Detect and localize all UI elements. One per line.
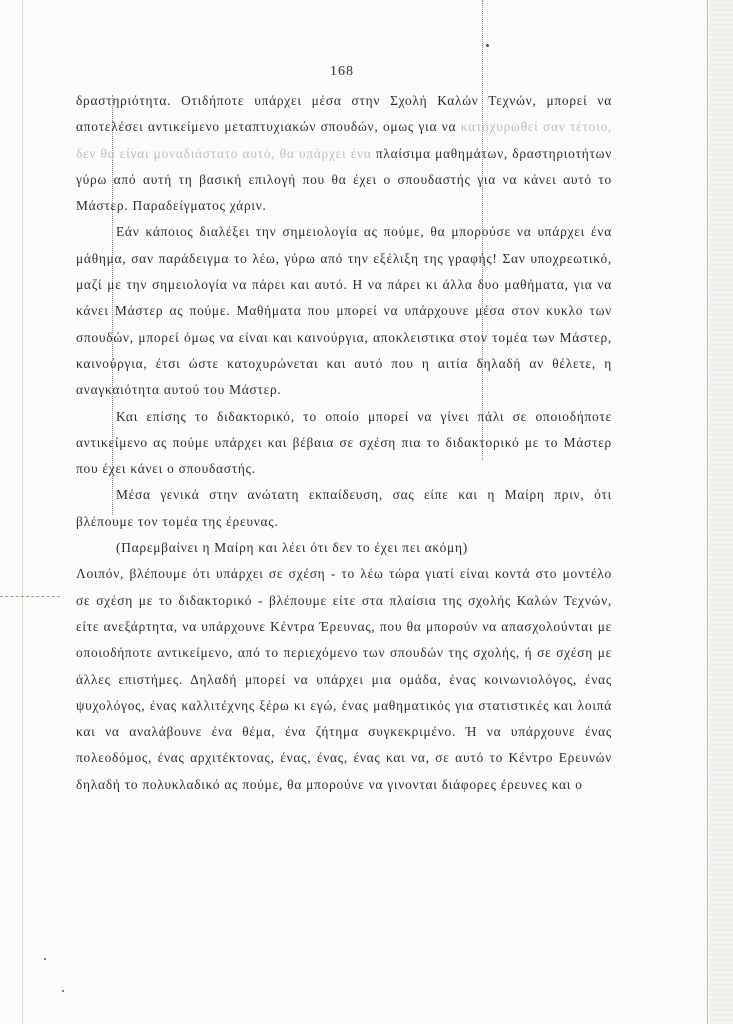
paragraph-p5	[76, 535, 612, 561]
faded-text-segment: κατοχυρωθεί σαν τέτοιο, δεν θα είναι μοναδιάστατο αυτό, θα υπάρχει ένα	[76, 119, 612, 161]
scan-speck	[44, 958, 46, 960]
paragraph-p6	[76, 561, 612, 798]
body-text	[76, 88, 612, 798]
text-segment: Λοιπόν, βλέπουμε ότι υπάρχει σε σχέση - το λέω τώρα γιατί είναι κοντά στο μοντέλο σε σχέση με το διδακτορικό - βλέπουμε είτε στα πλαίσια της σχολής Καλών Τεχνών, είτε ανεξάρτητα, να υπάρχουνε Κέντρα Έρευνας, που θα μπορούν να απασχολούνται με οποιοδήποτε αντικείμενο, από το περιεχόμενο των σπουδών της σχολής, ή σε σχέση με άλλες επιστήμες. Δηλαδή μπορεί να υπάρχει μια ομάδα, ένας κοινωνιολόγος, ένας ψυχολόγος, ένας καλλιτέχνης ξέρω κι εγώ, ένας μαθηματικός για στατιστικές και λοιπά και να αναλάβουνε ένα θέμα, ένα ζήτημα συγκεκριμένο. Ή να υπάρχουνε ένας πολεοδόμος, ένας αρχιτέκτονας, ένας, ένας, ένας και να, σε αυτό το Κέντρο Ερευνών δηλαδή το πολυκλαδικό ας πούμε, θα μπορούνε να γινονται διάφορες έρευνες και ο	[76, 566, 612, 792]
scan-speck	[62, 990, 64, 992]
scan-speck	[486, 44, 489, 47]
margin-dash-mark	[0, 596, 60, 597]
text-segment: Εάν κάποιος διαλέξει την σημειολογία ας πούμε, θα μπορούσε να υπάρχει ένα μάθημα, σαν παράδειγμα το λέω, γύρω από την εξέλιξη της γραφής! Σαν υποχρεωτικό, μαζί με την σημειολογία να πάρει και αυτό. Η να πάρει κι άλλα δυο μαθήματα, για να κάνει Μάστερ ας πούμε. Μαθήματα που μπορεί να υπάρχουνε μέσα στον κυκλο των σπουδών, μπορεί όμως να είναι και καινούργια, αποκλειστικα στον τομέα των Μάστερ, καινούργια, έτσι ώστε κατοχυρώνεται και αυτό που η αιτία δηλαδή αν θέλετε, η αναγκαιότητα αυτού του Μάστερ.	[76, 224, 612, 398]
scan-shadow-left	[22, 0, 23, 1024]
text-segment: Και επίσης το διδακτορικό, το οποίο μπορεί να γίνει πάλι σε οποιοδήποτε αντικείμενο ας πούμε υπάρχει και βέβαια σε σχέση πια το διδακτορικό με το Μάστερ που έχει κάνει ο σπουδαστής.	[76, 408, 612, 477]
scan-shadow-line	[707, 0, 708, 1024]
page-number: 168	[330, 64, 354, 79]
paragraph-p2	[76, 219, 612, 403]
paragraph-p3	[76, 404, 612, 483]
scan-edge-noise	[709, 0, 733, 1024]
paragraph-p4	[76, 482, 612, 535]
text-segment: (Παρεμβαίνει η Μαίρη και λέει ότι δεν το έχει πει ακόμη)	[116, 540, 468, 556]
text-segment: Μέσα γενικά στην ανώτατη εκπαίδευση, σας είπε και η Μαίρη πριν, ότι βλέπουμε τον τομέα της έρευνας.	[76, 487, 612, 529]
text-segment: πλαίσιμα μαθημάτων, δραστηριοτήτων γύρω από αυτή τη βασική επιλογή που θα έχει ο σπουδαστής για να κάνει αυτό το Μάστερ. Παραδείγματος χάριν.	[76, 145, 612, 214]
paragraph-p1	[76, 88, 612, 219]
text-segment: δραστηριότητα. Οτιδήποτε υπάρχει μέσα στην Σχολή Καλών Τεχνών, μπορεί να αποτελέσει αντικείμενο μεταπτυχιακών σπουδών, ομως για να	[76, 93, 612, 135]
